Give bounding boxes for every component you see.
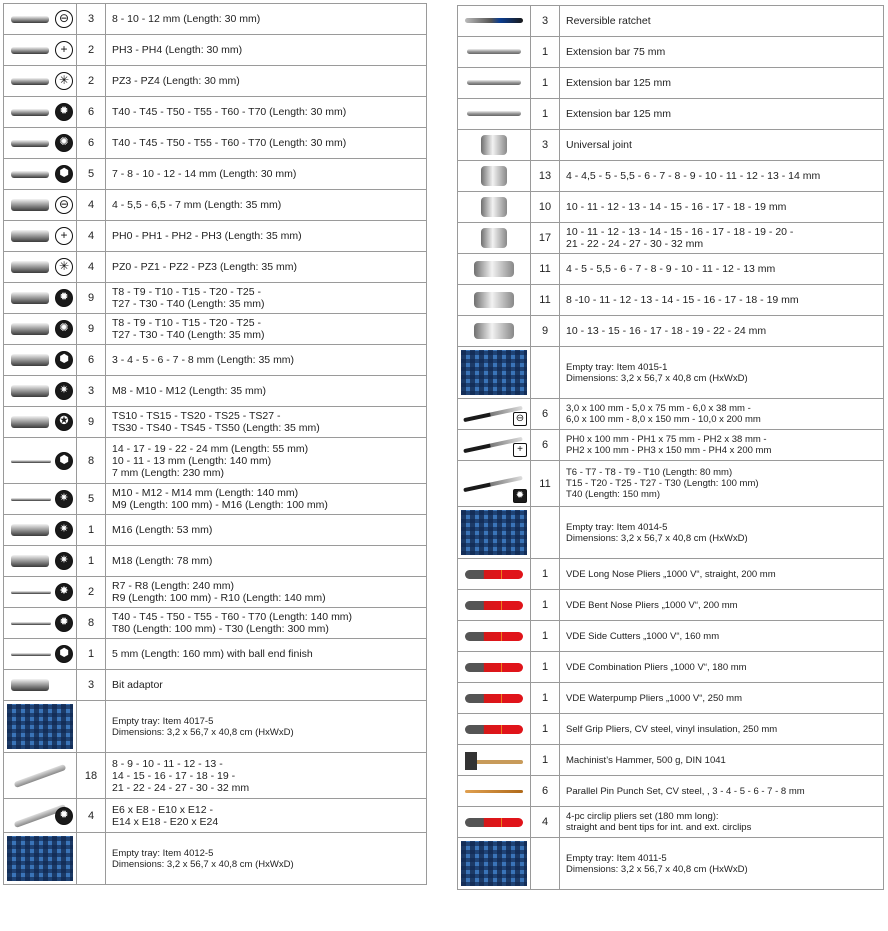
table-row (4, 546, 427, 577)
table-row (4, 97, 427, 128)
quantity-cell: 1 (77, 515, 106, 546)
description-cell: PZ0 - PZ1 - PZ2 - PZ3 (Length: 35 mm) (106, 252, 427, 283)
hammer-icon (459, 746, 529, 774)
tool-image-cell (458, 461, 531, 507)
tip-profile-icon: ✹ (513, 489, 527, 503)
description-cell: Parallel Pin Punch Set, CV steel, , 3 - 4 - 5 - 6 - 7 - 8 mm (560, 776, 884, 807)
quantity-cell: 11 (531, 461, 560, 507)
quantity-cell: 18 (77, 753, 106, 799)
hex-socket-bit-icon (5, 346, 75, 374)
pozidriv-tip-icon: ✳ (55, 258, 73, 276)
tool-image-cell (4, 799, 77, 833)
description-cell: PZ3 - PZ4 (Length: 30 mm) (106, 66, 427, 97)
table-row (458, 683, 884, 714)
table-row (4, 345, 427, 376)
tool-image-cell (458, 430, 531, 461)
description-cell: Empty tray: Item 4014-5 Dimensions: 3,2 x 56,7 x 40,8 cm (HxWxD) (560, 507, 884, 559)
tool-image-cell (458, 223, 531, 254)
description-cell: VDE Bent Nose Pliers „1000 V“, 200 mm (560, 590, 884, 621)
self-grip-pliers-icon (459, 715, 529, 743)
phillips-bit-icon (5, 36, 75, 64)
quantity-cell: 2 (77, 35, 106, 66)
description-cell: 4-pc circlip pliers set (180 mm long): straight and bent tips for int. and ext. circlips (560, 807, 884, 838)
table-row (4, 701, 427, 753)
tool-image-cell (458, 683, 531, 714)
bent-nose-pliers-icon (459, 591, 529, 619)
description-cell: 5 mm (Length: 160 mm) with ball end finish (106, 639, 427, 670)
description-cell: Empty tray: Item 4011-5 Dimensions: 3,2 x 56,7 x 40,8 cm (HxWxD) (560, 838, 884, 890)
description-cell: VDE Waterpump Pliers „1000 V“, 250 mm (560, 683, 884, 714)
quantity-cell: 6 (77, 345, 106, 376)
spline-tip-icon: ✷ (55, 382, 73, 400)
quantity-cell: 2 (77, 577, 106, 608)
long-torx-bit-icon (5, 609, 75, 637)
table-row (458, 461, 884, 507)
tool-image-cell (458, 99, 531, 130)
torx-bit-icon (5, 98, 75, 126)
tool-image-cell (458, 714, 531, 745)
tool-image-cell (4, 515, 77, 546)
description-cell: VDE Long Nose Pliers „1000 V“, straight, 200 mm (560, 559, 884, 590)
tool-image-cell (458, 652, 531, 683)
foam-tray-icon (459, 348, 529, 397)
tool-image-cell (4, 753, 77, 799)
ball-end-hex-bit-icon (5, 640, 75, 668)
description-cell: 8 - 10 - 12 mm (Length: 30 mm) (106, 4, 427, 35)
description-cell: 10 - 11 - 12 - 13 - 14 - 15 - 16 - 17 - 18 - 19 mm (560, 192, 884, 223)
description-cell: Machinist’s Hammer, 500 g, DIN 1041 (560, 745, 884, 776)
description-cell: M16 (Length: 53 mm) (106, 515, 427, 546)
torx-tamper-socket-bit-icon (5, 315, 75, 343)
tool-image-cell (4, 546, 77, 577)
quantity-cell: 17 (531, 223, 560, 254)
tool-image-cell (4, 66, 77, 97)
large-socket-icon (459, 224, 529, 252)
combination-pliers-icon (459, 653, 529, 681)
description-cell: 7 - 8 - 10 - 12 - 14 mm (Length: 30 mm) (106, 159, 427, 190)
pin-punch-icon (459, 777, 529, 805)
table-row (4, 670, 427, 701)
quantity-cell: 5 (77, 159, 106, 190)
tool-image-cell (458, 507, 531, 559)
pozidriv-tip-icon: ✳ (55, 72, 73, 90)
table-row (4, 833, 427, 885)
long-nose-pliers-icon (459, 560, 529, 588)
quantity-cell: 10 (531, 192, 560, 223)
ratchet-icon (459, 7, 529, 35)
table-row (4, 639, 427, 670)
description-cell: Bit adaptor (106, 670, 427, 701)
quantity-cell (531, 507, 560, 559)
quantity-cell: 13 (531, 161, 560, 192)
quantity-cell: 9 (531, 316, 560, 347)
table-row (458, 590, 884, 621)
right-parts-table (457, 5, 884, 890)
tool-image-cell (458, 621, 531, 652)
table-row (4, 283, 427, 314)
foam-tray-icon (5, 702, 75, 751)
tool-image-cell (458, 559, 531, 590)
hex-bit-icon (5, 160, 75, 188)
table-row (4, 4, 427, 35)
quantity-cell: 6 (531, 399, 560, 430)
tool-image-cell (458, 254, 531, 285)
left-parts-table (3, 3, 427, 885)
spline-socket-bit-icon (5, 377, 75, 405)
spline-tip-icon: ✷ (55, 490, 73, 508)
tip-profile-icon: ⊖ (513, 412, 527, 426)
description-cell: T8 - T9 - T10 - T15 - T20 - T25 - T27 - T30 - T40 (Length: 35 mm) (106, 314, 427, 345)
extension-bar-icon (459, 100, 529, 128)
description-cell: T40 - T45 - T50 - T55 - T60 - T70 (Length: 30 mm) (106, 97, 427, 128)
spline-tip-icon: ✷ (55, 521, 73, 539)
tool-image-cell (4, 128, 77, 159)
table-row (458, 507, 884, 559)
bit-adaptor-icon (5, 671, 75, 699)
torx-tip-icon: ✹ (55, 103, 73, 121)
table-row (458, 285, 884, 316)
table-row (458, 430, 884, 461)
tool-image-cell (458, 399, 531, 430)
quantity-cell: 1 (77, 639, 106, 670)
tool-image-cell (4, 252, 77, 283)
tool-image-cell (4, 670, 77, 701)
table-row (458, 399, 884, 430)
torx-tip-icon: ✹ (55, 614, 73, 632)
quantity-cell: 3 (77, 376, 106, 407)
tool-image-cell (4, 701, 77, 753)
description-cell: 14 - 17 - 19 - 22 - 24 mm (Length: 55 mm) 10 - 11 - 13 mm (Length: 140 mm) 7 mm (Length: 230 mm) (106, 438, 427, 484)
description-cell: 4 - 5 - 5,5 - 6 - 7 - 8 - 9 - 10 - 11 - 12 - 13 mm (560, 254, 884, 285)
torx-tamper-tip-icon: ✺ (55, 320, 73, 338)
quantity-cell: 5 (77, 484, 106, 515)
pozidriv-socket-bit-icon (5, 253, 75, 281)
deep-socket-icon (459, 317, 529, 345)
table-row (4, 577, 427, 608)
table-row (458, 99, 884, 130)
quantity-cell: 1 (531, 621, 560, 652)
description-cell: Empty tray: Item 4015-1 Dimensions: 3,2 x 56,7 x 40,8 cm (HxWxD) (560, 347, 884, 399)
description-cell: R7 - R8 (Length: 240 mm) R9 (Length: 100 mm) - R10 (Length: 140 mm) (106, 577, 427, 608)
foam-tray-icon (5, 834, 75, 883)
tool-image-cell (4, 190, 77, 221)
description-cell: 4 - 5,5 - 6,5 - 7 mm (Length: 35 mm) (106, 190, 427, 221)
tool-image-cell (4, 407, 77, 438)
torx-tamper-tip-icon: ✺ (55, 134, 73, 152)
tool-image-cell (458, 161, 531, 192)
tool-image-cell (4, 345, 77, 376)
circlip-pliers-icon (459, 808, 529, 836)
tool-image-cell (458, 347, 531, 399)
quantity-cell: 11 (531, 285, 560, 316)
quantity-cell: 4 (77, 221, 106, 252)
table-row (458, 6, 884, 37)
tool-image-cell (4, 833, 77, 885)
waterpump-pliers-icon (459, 684, 529, 712)
table-row (458, 347, 884, 399)
e-torx-tip-icon: ✹ (55, 807, 73, 825)
description-cell: 8 -10 - 11 - 12 - 13 - 14 - 15 - 16 - 17 - 18 - 19 mm (560, 285, 884, 316)
foam-tray-icon (459, 508, 529, 557)
tool-image-cell (4, 484, 77, 515)
quantity-cell: 4 (531, 807, 560, 838)
description-cell: 4 - 4,5 - 5 - 5,5 - 6 - 7 - 8 - 9 - 10 - 11 - 12 - 13 - 14 mm (560, 161, 884, 192)
slotted-bit-icon (5, 5, 75, 33)
table-row (458, 316, 884, 347)
quantity-cell: 2 (77, 66, 106, 97)
flat-tip-icon: ⊖ (55, 196, 73, 214)
hex-tip-icon: ⬢ (55, 351, 73, 369)
table-row (458, 223, 884, 254)
table-row (4, 314, 427, 345)
description-cell: E6 x E8 - E10 x E12 - E14 x E18 - E20 x E24 (106, 799, 427, 833)
table-row (458, 745, 884, 776)
table-row (458, 838, 884, 890)
description-cell: 3 - 4 - 5 - 6 - 7 - 8 mm (Length: 35 mm) (106, 345, 427, 376)
torx-screwdriver-icon (459, 462, 529, 505)
tool-image-cell (458, 6, 531, 37)
hex-tip-icon: ⬢ (55, 165, 73, 183)
quantity-cell (531, 838, 560, 890)
description-cell: Self Grip Pliers, CV steel, vinyl insulation, 250 mm (560, 714, 884, 745)
description-cell: PH3 - PH4 (Length: 30 mm) (106, 35, 427, 66)
table-row (4, 515, 427, 546)
description-cell: T40 - T45 - T50 - T55 - T60 - T70 (Length: 30 mm) (106, 128, 427, 159)
description-cell: Extension bar 75 mm (560, 37, 884, 68)
table-row (4, 753, 427, 799)
table-row (458, 68, 884, 99)
tip-profile-icon: + (513, 443, 527, 457)
spline-socket-icon (5, 516, 75, 544)
quantity-cell: 1 (531, 559, 560, 590)
table-row (458, 807, 884, 838)
table-row (4, 252, 427, 283)
tool-image-cell (4, 35, 77, 66)
slotted-socket-bit-icon (5, 191, 75, 219)
side-cutters-icon (459, 622, 529, 650)
description-cell: T8 - T9 - T10 - T15 - T20 - T25 - T27 - T30 - T40 (Length: 35 mm) (106, 283, 427, 314)
table-row (4, 438, 427, 484)
hex-tip-icon: ⬢ (55, 452, 73, 470)
tool-image-cell (4, 608, 77, 639)
tool-image-cell (4, 438, 77, 484)
description-cell: Empty tray: Item 4012-5 Dimensions: 3,2 x 56,7 x 40,8 cm (HxWxD) (106, 833, 427, 885)
tool-image-cell (4, 221, 77, 252)
long-spline-bit-icon (5, 485, 75, 513)
description-cell: Empty tray: Item 4017-5 Dimensions: 3,2 x 56,7 x 40,8 cm (HxWxD) (106, 701, 427, 753)
tool-image-cell (4, 376, 77, 407)
table-row (458, 776, 884, 807)
table-row (4, 376, 427, 407)
table-row (4, 35, 427, 66)
quantity-cell: 9 (77, 314, 106, 345)
quantity-cell: 4 (77, 799, 106, 833)
tool-image-cell (458, 192, 531, 223)
hex-tip-icon: ⬢ (55, 645, 73, 663)
description-cell: M10 - M12 - M14 mm (Length: 140 mm) M9 (Length: 100 mm) - M16 (Length: 100 mm) (106, 484, 427, 515)
description-cell: M8 - M10 - M12 (Length: 35 mm) (106, 376, 427, 407)
quantity-cell: 1 (531, 37, 560, 68)
tool-image-cell (458, 590, 531, 621)
description-cell: VDE Side Cutters „1000 V“, 160 mm (560, 621, 884, 652)
tool-image-cell (458, 68, 531, 99)
tool-image-cell (458, 130, 531, 161)
description-cell: 3,0 x 100 mm - 5,0 x 75 mm - 6,0 x 38 mm - 6,0 x 100 mm - 8,0 x 150 mm - 10,0 x 200 mm (560, 399, 884, 430)
tool-image-cell (4, 159, 77, 190)
table-row (4, 190, 427, 221)
table-row (458, 652, 884, 683)
e-torx-wrench-icon (5, 800, 75, 831)
quantity-cell: 1 (77, 546, 106, 577)
torx-tip-icon: ✹ (55, 289, 73, 307)
tool-image-cell (458, 37, 531, 68)
table-row (458, 161, 884, 192)
foam-tray-icon (459, 839, 529, 888)
description-cell: Extension bar 125 mm (560, 99, 884, 130)
table-row (458, 714, 884, 745)
description-cell: TS10 - TS15 - TS20 - TS25 - TS27 - TS30 - TS40 - TS45 - TS50 (Length: 35 mm) (106, 407, 427, 438)
quantity-cell: 3 (531, 130, 560, 161)
quantity-cell: 1 (531, 590, 560, 621)
flat-tip-icon: ⊖ (55, 10, 73, 28)
deep-socket-icon (459, 286, 529, 314)
quantity-cell: 6 (77, 128, 106, 159)
quantity-cell: 1 (531, 99, 560, 130)
tool-image-cell (458, 807, 531, 838)
table-row (4, 608, 427, 639)
quantity-cell: 4 (77, 190, 106, 221)
table-row (4, 159, 427, 190)
quantity-cell: 6 (77, 97, 106, 128)
quantity-cell: 6 (531, 776, 560, 807)
description-cell: 10 - 11 - 12 - 13 - 14 - 15 - 16 - 17 - 18 - 19 - 20 - 21 - 22 - 24 - 27 - 30 - 32 mm (560, 223, 884, 254)
table-row (458, 621, 884, 652)
tool-image-cell (458, 316, 531, 347)
description-cell: T6 - T7 - T8 - T9 - T10 (Length: 80 mm) T15 - T20 - T25 - T27 - T30 (Length: 100 mm) T40 (Length: 150 mm) (560, 461, 884, 507)
torx-plus-tip-icon: ✪ (55, 413, 73, 431)
phillips-tip-icon: + (55, 41, 73, 59)
quantity-cell: 1 (531, 714, 560, 745)
tool-image-cell (458, 745, 531, 776)
description-cell: 10 - 13 - 15 - 16 - 17 - 18 - 19 - 22 - 24 mm (560, 316, 884, 347)
deep-socket-icon (459, 255, 529, 283)
quantity-cell: 1 (531, 68, 560, 99)
table-row (458, 192, 884, 223)
description-cell: PH0 x 100 mm - PH1 x 75 mm - PH2 x 38 mm - PH2 x 100 mm - PH3 x 150 mm - PH4 x 200 mm (560, 430, 884, 461)
extension-bar-icon (459, 38, 529, 66)
universal-joint-icon (459, 131, 529, 159)
quantity-cell: 8 (77, 438, 106, 484)
tool-image-cell (4, 4, 77, 35)
quantity-cell: 6 (531, 430, 560, 461)
pozidriv-bit-icon (5, 67, 75, 95)
quantity-cell: 9 (77, 283, 106, 314)
quantity-cell: 3 (77, 4, 106, 35)
combination-wrench-icon (5, 754, 75, 797)
table-row (4, 221, 427, 252)
torx-tamper-bit-icon (5, 129, 75, 157)
description-cell: PH0 - PH1 - PH2 - PH3 (Length: 35 mm) (106, 221, 427, 252)
quantity-cell (77, 701, 106, 753)
tool-image-cell (4, 577, 77, 608)
table-row (458, 130, 884, 161)
tool-image-cell (458, 838, 531, 890)
table-row (458, 37, 884, 68)
phillips-screwdriver-icon (459, 431, 529, 459)
quantity-cell: 4 (77, 252, 106, 283)
tool-image-cell (4, 639, 77, 670)
description-cell: 8 - 9 - 10 - 11 - 12 - 13 - 14 - 15 - 16 - 17 - 18 - 19 - 21 - 22 - 24 - 27 - 30 - 32 mm (106, 753, 427, 799)
socket-icon (459, 193, 529, 221)
table-row (4, 66, 427, 97)
phillips-socket-bit-icon (5, 222, 75, 250)
tool-image-cell (4, 283, 77, 314)
quantity-cell: 9 (77, 407, 106, 438)
torx-plus-socket-bit-icon (5, 408, 75, 436)
quantity-cell: 3 (531, 6, 560, 37)
quantity-cell: 8 (77, 608, 106, 639)
table-row (4, 799, 427, 833)
table-row (458, 254, 884, 285)
table-row (4, 484, 427, 515)
tool-image-cell (4, 97, 77, 128)
tool-image-cell (458, 285, 531, 316)
description-cell: M18 (Length: 78 mm) (106, 546, 427, 577)
description-cell: Extension bar 125 mm (560, 68, 884, 99)
quantity-cell: 1 (531, 652, 560, 683)
description-cell: Reversible ratchet (560, 6, 884, 37)
socket-icon (459, 162, 529, 190)
phillips-tip-icon: + (55, 227, 73, 245)
description-cell: VDE Combination Pliers „1000 V“, 180 mm (560, 652, 884, 683)
quantity-cell (77, 833, 106, 885)
torx-socket-bit-icon (5, 284, 75, 312)
quantity-cell: 1 (531, 683, 560, 714)
quantity-cell (531, 347, 560, 399)
spline-tip-icon: ✷ (55, 552, 73, 570)
ribe-tip-icon: ✸ (55, 583, 73, 601)
table-row (458, 559, 884, 590)
extension-bar-icon (459, 69, 529, 97)
tool-image-cell (458, 776, 531, 807)
table-row (4, 407, 427, 438)
slotted-screwdriver-icon (459, 400, 529, 428)
description-cell: Universal joint (560, 130, 884, 161)
quantity-cell: 1 (531, 745, 560, 776)
table-row (4, 128, 427, 159)
description-cell: T40 - T45 - T50 - T55 - T60 - T70 (Length: 140 mm) T80 (Length: 100 mm) - T30 (Length: 300 mm) (106, 608, 427, 639)
long-ribe-bit-icon (5, 578, 75, 606)
impact-spline-socket-icon (5, 547, 75, 575)
tool-image-cell (4, 314, 77, 345)
quantity-cell: 3 (77, 670, 106, 701)
long-hex-bit-icon (5, 439, 75, 482)
quantity-cell: 11 (531, 254, 560, 285)
